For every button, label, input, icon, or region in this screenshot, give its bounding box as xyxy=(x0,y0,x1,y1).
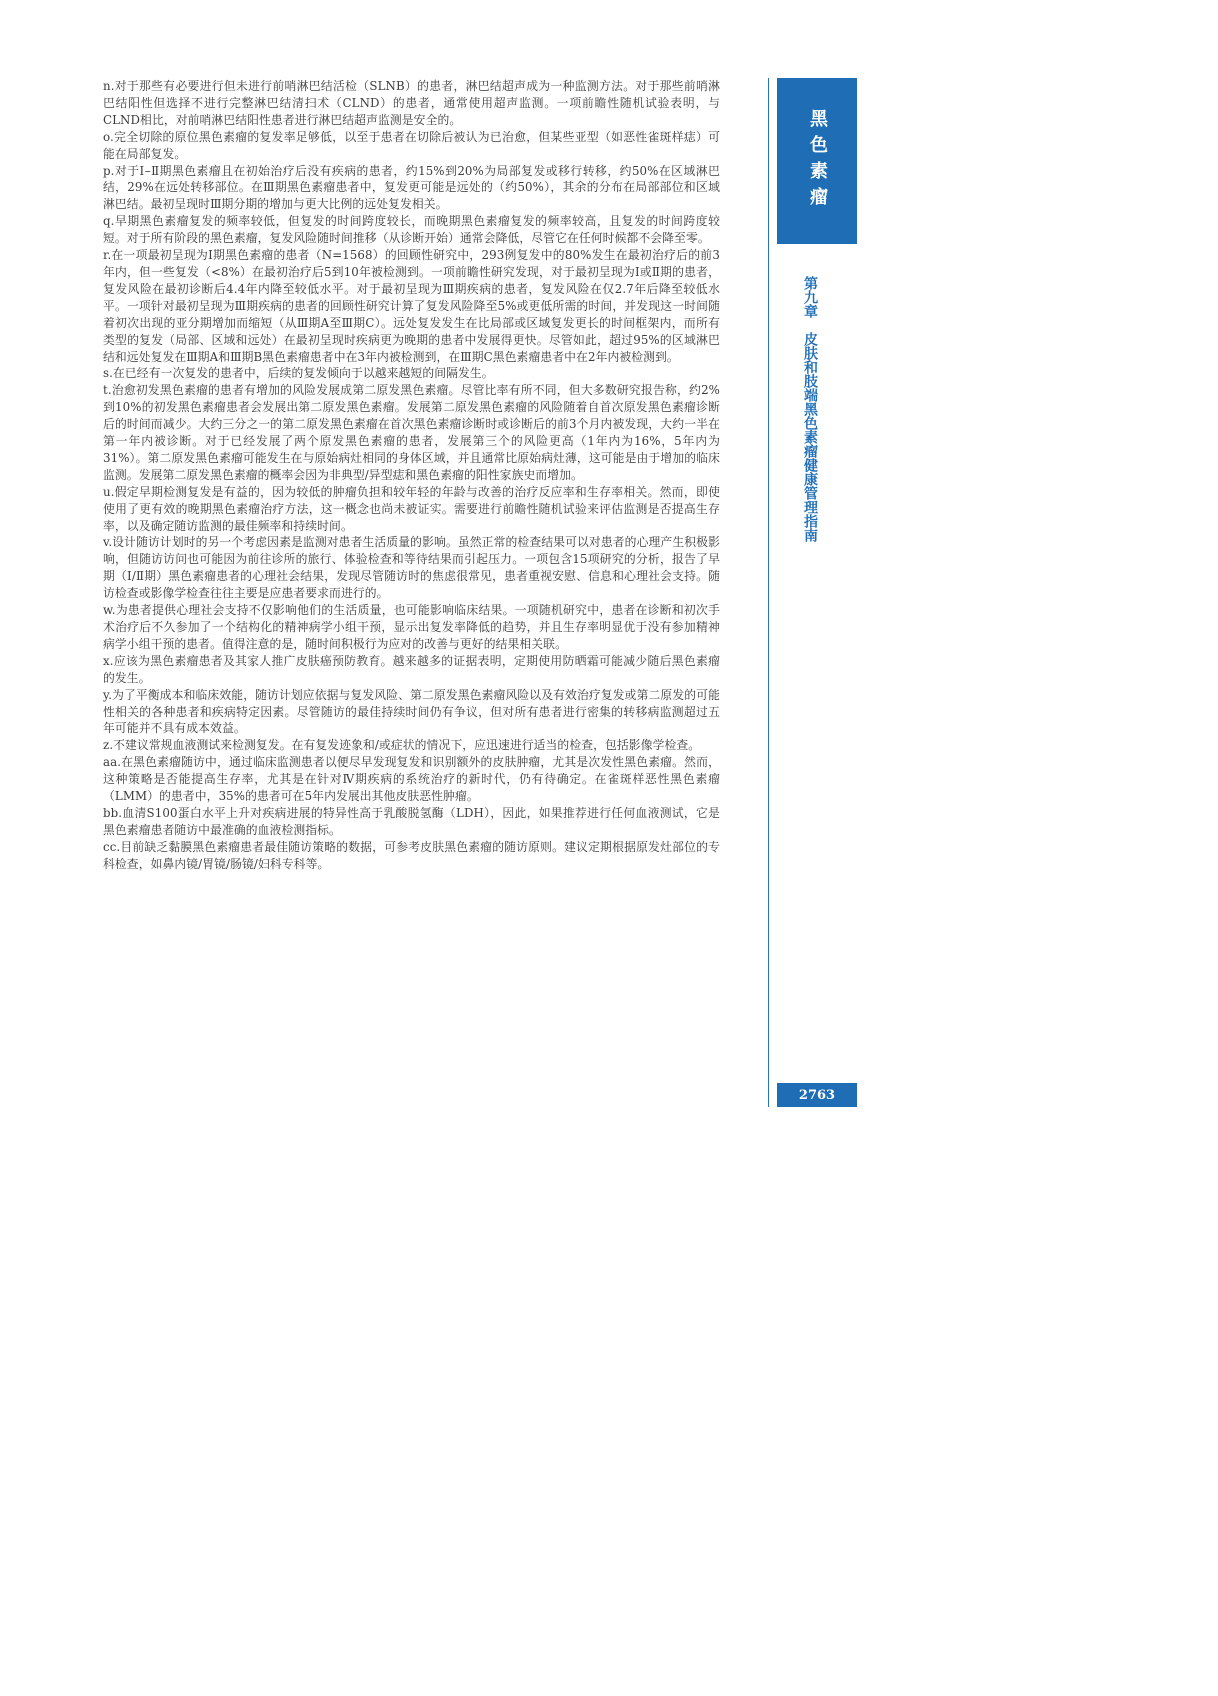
note-cc: cc.目前缺乏黏膜黑色素瘤患者最佳随访策略的数据，可参考皮肤黑色素瘤的随访原则。建议定期根据原发灶部位的专科检查，如鼻内镜/胃镜/肠镜/妇科专科等。 xyxy=(103,839,720,871)
note-s: s.在已经有一次复发的患者中，后续的复发倾向于以越来越短的间隔发生。 xyxy=(103,366,494,381)
page-number-badge xyxy=(777,1083,857,1107)
note-aa: aa.在黑色素瘤随访中，通过临床监测患者以便尽早发现复发和识别额外的皮肤肿瘤，尤其是次发性黑色素瘤。然而，这种策略是否能提高生存率，尤其是在针对Ⅳ期疾病的系统治疗的新时代，仍有待确定。在雀斑样恶性黑色素瘤（LMM）的患者中，35%的患者可在5年内发展出其他皮肤恶性肿瘤。 xyxy=(103,755,720,804)
section-tab xyxy=(777,78,857,244)
section-tab-title: 黑色素瘤 xyxy=(807,109,828,213)
note-bb: bb.血清S100蛋白水平上升对疾病进展的特异性高于乳酸脱氢酶（LDH），因此，如果推荐进行任何血液测试，它是黑色素瘤患者随访中最准确的血液检测指标。 xyxy=(103,805,720,837)
note-q: q.早期黑色素瘤复发的频率较低，但复发的时间跨度较长，而晚期黑色素瘤复发的频率较高，且复发的时间跨度较短。对于所有阶段的黑色素瘤，复发风险随时间推移（从诊断开始）通常会降低，尽管它在任何时候都不会降至零。 xyxy=(103,214,720,246)
side-divider xyxy=(768,78,769,1107)
note-z: z.不建议常规血液测试来检测复发。在有复发迹象和/或症状的情况下，应迅速进行适当的检查，包括影像学检查。 xyxy=(103,738,701,753)
note-w: w.为患者提供心理社会支持不仅影响他们的生活质量，也可能影响临床结果。一项随机研究中，患者在诊断和初次手术治疗后不久参加了一个结构化的精神病学小组干预，显示出复发率降低的趋势，并且生存率明显优于没有参加精神病学小组干预的患者。值得注意的是，随时间积极行为应对的改善与更好的结果相关联。 xyxy=(103,603,720,651)
note-v: v.设计随访计划时的另一个考虑因素是监测对患者生活质量的影响。虽然正常的检查结果可以对患者的心理产生积极影响，但随访访问也可能因为前往诊所的旅行、体验检查和等待结果而引起压力。一项包含15项研究的分析，报告了早期（Ⅰ/Ⅱ期）黑色素瘤患者的心理社会结果，发现尽管随访时的焦虑很常见，患者重视安慰、信息和心理社会支持。随访检查或影像学检查往往主要是应患者要求而进行的。 xyxy=(103,535,720,601)
note-r: r.在一项最初呈现为Ⅰ期黑色素瘤的患者（N=1568）的回顾性研究中，293例复发中的80%发生在最初治疗后的前3年内，但一些复发（<8%）在最初治疗后5到10年被检测到。一项前瞻性研究发现，对于最初呈现为Ⅰ或Ⅱ期的患者，复发风险在最初诊断后4.4年内降至较低水平。对于最初呈现为Ⅲ期疾病的患者，复发风险在仅2.7年后降至较低水平。一项针对最初呈现为Ⅲ期疾病的患者的回顾性研究计算了复发风险降至5%或更低所需的时间，并发现这一时间随着初次出现的亚分期增加而缩短（从Ⅲ期A至Ⅲ期C）。远处复发发生在比局部或区域复发更长的时间框架内，而所有类型的复发（局部、区域和远处）在最初呈现时疾病更为晚期的患者中发展得更快。尽管如此，超过95%的区域淋巴结和远处复发在Ⅲ期A和Ⅲ期B黑色素瘤患者中在3年内被检测到，在Ⅲ期C黑色素瘤患者中在2年内被检测到。 xyxy=(103,248,720,364)
note-p: p.对于Ⅰ–Ⅱ期黑色素瘤且在初始治疗后没有疾病的患者，约15%到20%为局部复发或移行转移，约50%在区域淋巴结，29%在远处转移部位。在Ⅲ期黑色素瘤患者中，复发更可能是远处的（约50%），其余的分布在局部部位和区域淋巴结。最初呈现时Ⅲ期分期的增加与更大比例的远处复发相关。 xyxy=(103,163,720,212)
note-n: n.对于那些有必要进行但未进行前哨淋巴结活检（SLNB）的患者，淋巴结超声成为一种监测方法。对于那些前哨淋巴结阳性但选择不进行完整淋巴结清扫术（CLND）的患者，通常使用超声监测。一项前瞻性随机试验表明，与CLND相比，对前哨淋巴结阳性患者进行淋巴结超声监测是安全的。 xyxy=(103,79,720,127)
note-u: u.假定早期检测复发是有益的，因为较低的肿瘤负担和较年轻的年龄与改善的治疗反应率和生存率相关。然而，即使使用了更有效的晚期黑色素瘤治疗方法，这一概念也尚未被证实。需要进行前瞻性随机试验来评估监测是否提高生存率，以及确定随访监测的最佳频率和持续时间。 xyxy=(103,484,720,533)
chapter-title: 第九章 皮肤和肢端黑色素瘤健康管理指南 xyxy=(802,276,818,542)
note-x: x.应该为黑色素瘤患者及其家人推广皮肤癌预防教育。越来越多的证据表明，定期使用防晒霜可能减少随后黑色素瘤的发生。 xyxy=(103,653,720,685)
body-text xyxy=(103,78,720,873)
note-t: t.治愈初发黑色素瘤的患者有增加的风险发展成第二原发黑色素瘤。尽管比率有所不同，但大多数研究报告称，约2%到10%的初发黑色素瘤患者会发展出第二原发黑色素瘤。发展第二原发黑色素瘤的风险随着自首次原发黑色素瘤诊断后的时间而减少。大约三分之一的第二原发黑色素瘤在首次黑色素瘤诊断时或诊断后的前3个月内被发现，大约一半在第一年内被诊断。对于已经发展了两个原发黑色素瘤的患者，发展第三个的风险更高（1年内为16%，5年内为31%）。第二原发黑色素瘤可能发生在与原始病灶相同的身体区域，并且通常比原始病灶薄，这可能是由于增加的临床监测。发展第二原发黑色素瘤的概率会因为非典型/异型痣和黑色素瘤的阳性家族史而增加。 xyxy=(103,383,720,482)
page-number: 2763 xyxy=(798,1087,836,1103)
note-y: y.为了平衡成本和临床效能，随访计划应依据与复发风险、第二原发黑色素瘤风险以及有效治疗复发或第二原发的可能性相关的各种患者和疾病特定因素。尽管随访的最佳持续时间仍有争议，但对所有患者进行密集的转移病监测超过五年可能并不具有成本效益。 xyxy=(103,687,720,736)
note-o: o.完全切除的原位黑色素瘤的复发率足够低，以至于患者在切除后被认为已治愈，但某些亚型（如恶性雀斑样痣）可能在局部复发。 xyxy=(103,129,720,161)
